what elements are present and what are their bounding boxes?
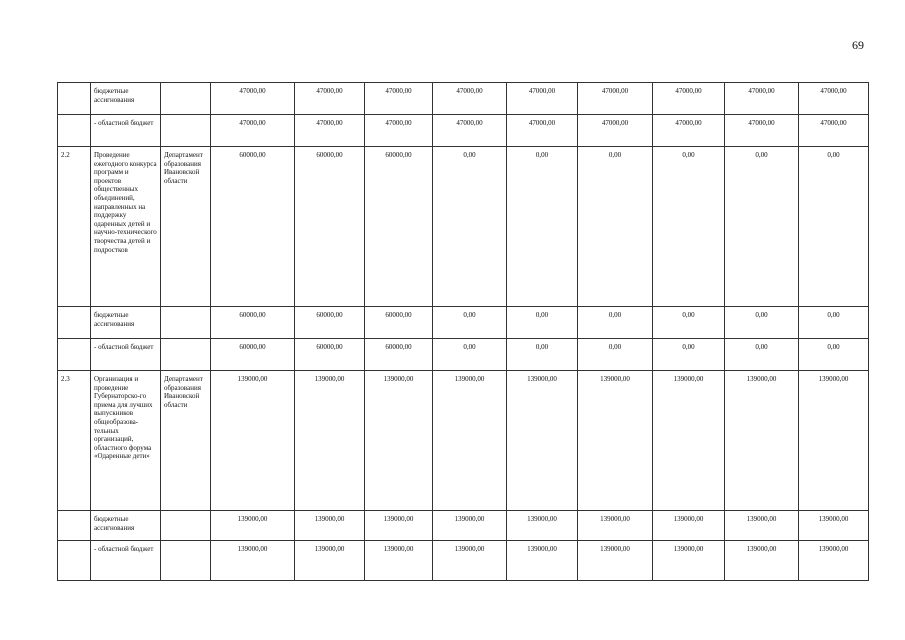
value-cell: 47000,00 [433, 83, 507, 115]
value-cell: 139000,00 [365, 541, 433, 581]
row-number-cell [58, 511, 91, 541]
row-number-cell [58, 541, 91, 581]
value-cell: 139000,00 [725, 541, 799, 581]
value-cell: 139000,00 [799, 371, 869, 511]
item-name-cell: Проведение ежегодного конкурса программ и проектов общественных объединений, направленных на поддержку одаренных детей и научно-технического творчества детей и подростков [91, 147, 161, 307]
value-cell: 139000,00 [799, 511, 869, 541]
value-cell: 0,00 [653, 307, 725, 339]
value-cell: 47000,00 [433, 115, 507, 147]
value-cell: 139000,00 [578, 371, 653, 511]
table-row [58, 511, 869, 541]
value-cell: 0,00 [578, 147, 653, 307]
executor-cell: Департамент образования Ивановской области [161, 147, 211, 307]
table-row [58, 147, 869, 307]
value-cell: 47000,00 [365, 115, 433, 147]
table-row [58, 307, 869, 339]
executor-cell [161, 511, 211, 541]
value-cell: 47000,00 [211, 115, 295, 147]
value-cell: 60000,00 [295, 339, 365, 371]
value-cell: 47000,00 [799, 115, 869, 147]
value-cell: 47000,00 [507, 115, 578, 147]
row-number-cell [58, 115, 91, 147]
value-cell: 139000,00 [433, 371, 507, 511]
value-cell: 0,00 [799, 147, 869, 307]
budget-table [57, 82, 869, 581]
value-cell: 47000,00 [799, 83, 869, 115]
value-cell: 47000,00 [725, 115, 799, 147]
value-cell: 139000,00 [365, 371, 433, 511]
table-row [58, 371, 869, 511]
table-row [58, 339, 869, 371]
executor-cell [161, 339, 211, 371]
value-cell: 139000,00 [211, 511, 295, 541]
value-cell: 139000,00 [295, 541, 365, 581]
value-cell: 139000,00 [433, 541, 507, 581]
value-cell: 0,00 [578, 307, 653, 339]
value-cell: 139000,00 [295, 371, 365, 511]
value-cell: 47000,00 [211, 83, 295, 115]
value-cell: 139000,00 [578, 541, 653, 581]
value-cell: 60000,00 [211, 147, 295, 307]
value-cell: 139000,00 [725, 371, 799, 511]
value-cell: 139000,00 [725, 511, 799, 541]
value-cell: 139000,00 [433, 511, 507, 541]
value-cell: 0,00 [799, 339, 869, 371]
table-row [58, 115, 869, 147]
value-cell: 139000,00 [507, 511, 578, 541]
value-cell: 0,00 [507, 147, 578, 307]
value-cell: 139000,00 [507, 541, 578, 581]
page-number: 69 [852, 38, 864, 52]
table-row [58, 541, 869, 581]
value-cell: 139000,00 [653, 541, 725, 581]
executor-cell [161, 307, 211, 339]
item-name-cell: Организация и проведение Губернаторско-го приема для лучших выпускников общеобразова-тельных организаций, областного форума «Одаренные дети» [91, 371, 161, 511]
table-row [58, 83, 869, 115]
value-cell: 60000,00 [295, 307, 365, 339]
value-cell: 60000,00 [365, 339, 433, 371]
value-cell: 47000,00 [295, 115, 365, 147]
item-name-cell: бюджетные ассигнования [91, 307, 161, 339]
value-cell: 47000,00 [295, 83, 365, 115]
value-cell: 0,00 [725, 307, 799, 339]
item-name-cell: бюджетные ассигнования [91, 511, 161, 541]
value-cell: 0,00 [725, 339, 799, 371]
row-number-cell [58, 83, 91, 115]
value-cell: 0,00 [433, 339, 507, 371]
item-name-cell: - областной бюджет [91, 339, 161, 371]
row-number-cell: 2.3 [58, 371, 91, 511]
value-cell: 139000,00 [365, 511, 433, 541]
value-cell: 47000,00 [578, 83, 653, 115]
row-number-cell [58, 339, 91, 371]
item-name-cell: - областной бюджет [91, 541, 161, 581]
value-cell: 139000,00 [578, 511, 653, 541]
row-number-cell: 2.2 [58, 147, 91, 307]
value-cell: 0,00 [507, 339, 578, 371]
value-cell: 60000,00 [295, 147, 365, 307]
value-cell: 47000,00 [653, 83, 725, 115]
value-cell: 0,00 [799, 307, 869, 339]
value-cell: 139000,00 [507, 371, 578, 511]
value-cell: 139000,00 [653, 371, 725, 511]
value-cell: 47000,00 [725, 83, 799, 115]
value-cell: 0,00 [578, 339, 653, 371]
executor-cell [161, 541, 211, 581]
value-cell: 0,00 [507, 307, 578, 339]
value-cell: 60000,00 [365, 307, 433, 339]
value-cell: 139000,00 [211, 371, 295, 511]
value-cell: 60000,00 [211, 307, 295, 339]
value-cell: 139000,00 [653, 511, 725, 541]
item-name-cell: бюджетные ассигнования [91, 83, 161, 115]
value-cell: 60000,00 [211, 339, 295, 371]
value-cell: 60000,00 [365, 147, 433, 307]
value-cell: 139000,00 [295, 511, 365, 541]
item-name-cell: - областной бюджет [91, 115, 161, 147]
row-number-cell [58, 307, 91, 339]
value-cell: 0,00 [653, 147, 725, 307]
value-cell: 0,00 [725, 147, 799, 307]
executor-cell [161, 115, 211, 147]
value-cell: 47000,00 [365, 83, 433, 115]
executor-cell: Департамент образования Ивановской области [161, 371, 211, 511]
value-cell: 0,00 [433, 147, 507, 307]
value-cell: 139000,00 [799, 541, 869, 581]
executor-cell [161, 83, 211, 115]
value-cell: 139000,00 [211, 541, 295, 581]
value-cell: 47000,00 [653, 115, 725, 147]
value-cell: 0,00 [653, 339, 725, 371]
value-cell: 47000,00 [507, 83, 578, 115]
value-cell: 0,00 [433, 307, 507, 339]
value-cell: 47000,00 [578, 115, 653, 147]
